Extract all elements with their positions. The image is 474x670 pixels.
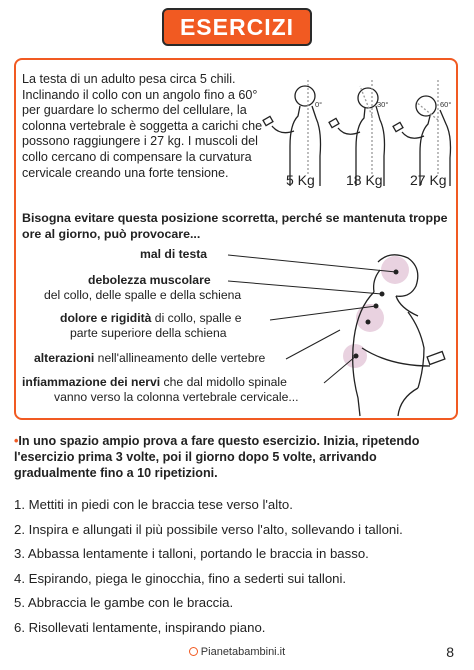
step-item: 3. Abbassa lentamente i talloni, portando le braccia in basso. — [14, 546, 369, 562]
step-item: 5. Abbraccia le gambe con le braccia. — [14, 595, 234, 611]
intro-paragraph: La testa di un adulto pesa circa 5 chili. Inclinando il collo con un angolo fino a 60° per guardare lo schermo del cellulare, la colonna vertebrale è soggetta a carichi che possono raggiungere i 27 kg. I muscoli del collo cercano di compensare la curvatura cervicale creando una forte tensione. — [22, 72, 263, 180]
symptom-line2: del collo, delle spalle e della schiena — [44, 288, 242, 302]
symptom-line2: vanno verso la colonna vertebrale cervicale... — [54, 390, 299, 404]
page-number: 8 — [446, 644, 454, 660]
angle-label-60: 60° — [440, 100, 452, 109]
symptom-pain-stiffness — [60, 311, 242, 341]
step-item: 2. Inspira e allungati il più possibile verso l'alto, sollevando i talloni. — [14, 521, 403, 537]
symptom-muscle-weakness — [44, 273, 242, 303]
warning-text: Bisogna evitare questa posizione scorretta, perché se mantenuta troppe ore al giorno, può provocare... — [22, 211, 448, 241]
step-item: 4. Espirando, piega le ginocchia, fino a sederti sui talloni. — [14, 570, 347, 586]
symptom-nerve-inflammation — [22, 375, 299, 405]
symptom-line2: parte superiore della schiena — [70, 326, 227, 340]
symptom-bold: debolezza muscolare — [88, 273, 211, 287]
posture-illustration — [300, 248, 460, 418]
symptom-bold: dolore e rigidità — [60, 311, 152, 325]
bullet-icon: • — [14, 434, 19, 448]
symptom-rest: di collo, spalle e — [151, 311, 242, 325]
step-item: 6. Risollevati lentamente, inspirando piano. — [14, 619, 266, 635]
weight-label-5: 5 Kg — [286, 172, 315, 188]
angle-label-30: 30° — [377, 100, 389, 109]
symptom-headache — [140, 247, 207, 262]
page-title: ESERCIZI — [179, 13, 295, 40]
exercise-steps — [14, 497, 464, 645]
symptom-bold: infiammazione dei nervi — [22, 375, 161, 389]
footer-site: Pianetabambini.it — [200, 646, 286, 658]
footer — [0, 646, 474, 658]
weight-label-27: 27 Kg — [410, 172, 447, 188]
instruction-text: In uno spazio ampio prova a fare questo esercizio. Inizia, ripetendo l'esercizio prima 3 volte, poi il giorno dopo 5 volte, arrivando gradualmente fino a 10 ripetizioni. — [14, 434, 420, 480]
weight-label-18: 18 Kg — [346, 172, 383, 188]
step-item: 1. Mettiti in piedi con le braccia tese verso l'alto. — [14, 497, 293, 512]
angle-label-0: 0° — [315, 100, 323, 109]
symptom-bold: alterazioni — [34, 351, 95, 365]
site-logo-icon — [189, 647, 198, 656]
symptom-bold: mal di testa — [140, 247, 208, 261]
symptom-rest: nell'allineamento delle vertebre — [94, 351, 266, 365]
exercise-instruction — [14, 433, 462, 481]
symptom-alignment — [34, 351, 265, 366]
title-banner — [162, 8, 312, 46]
symptom-rest: che dal midollo spinale — [160, 375, 287, 389]
